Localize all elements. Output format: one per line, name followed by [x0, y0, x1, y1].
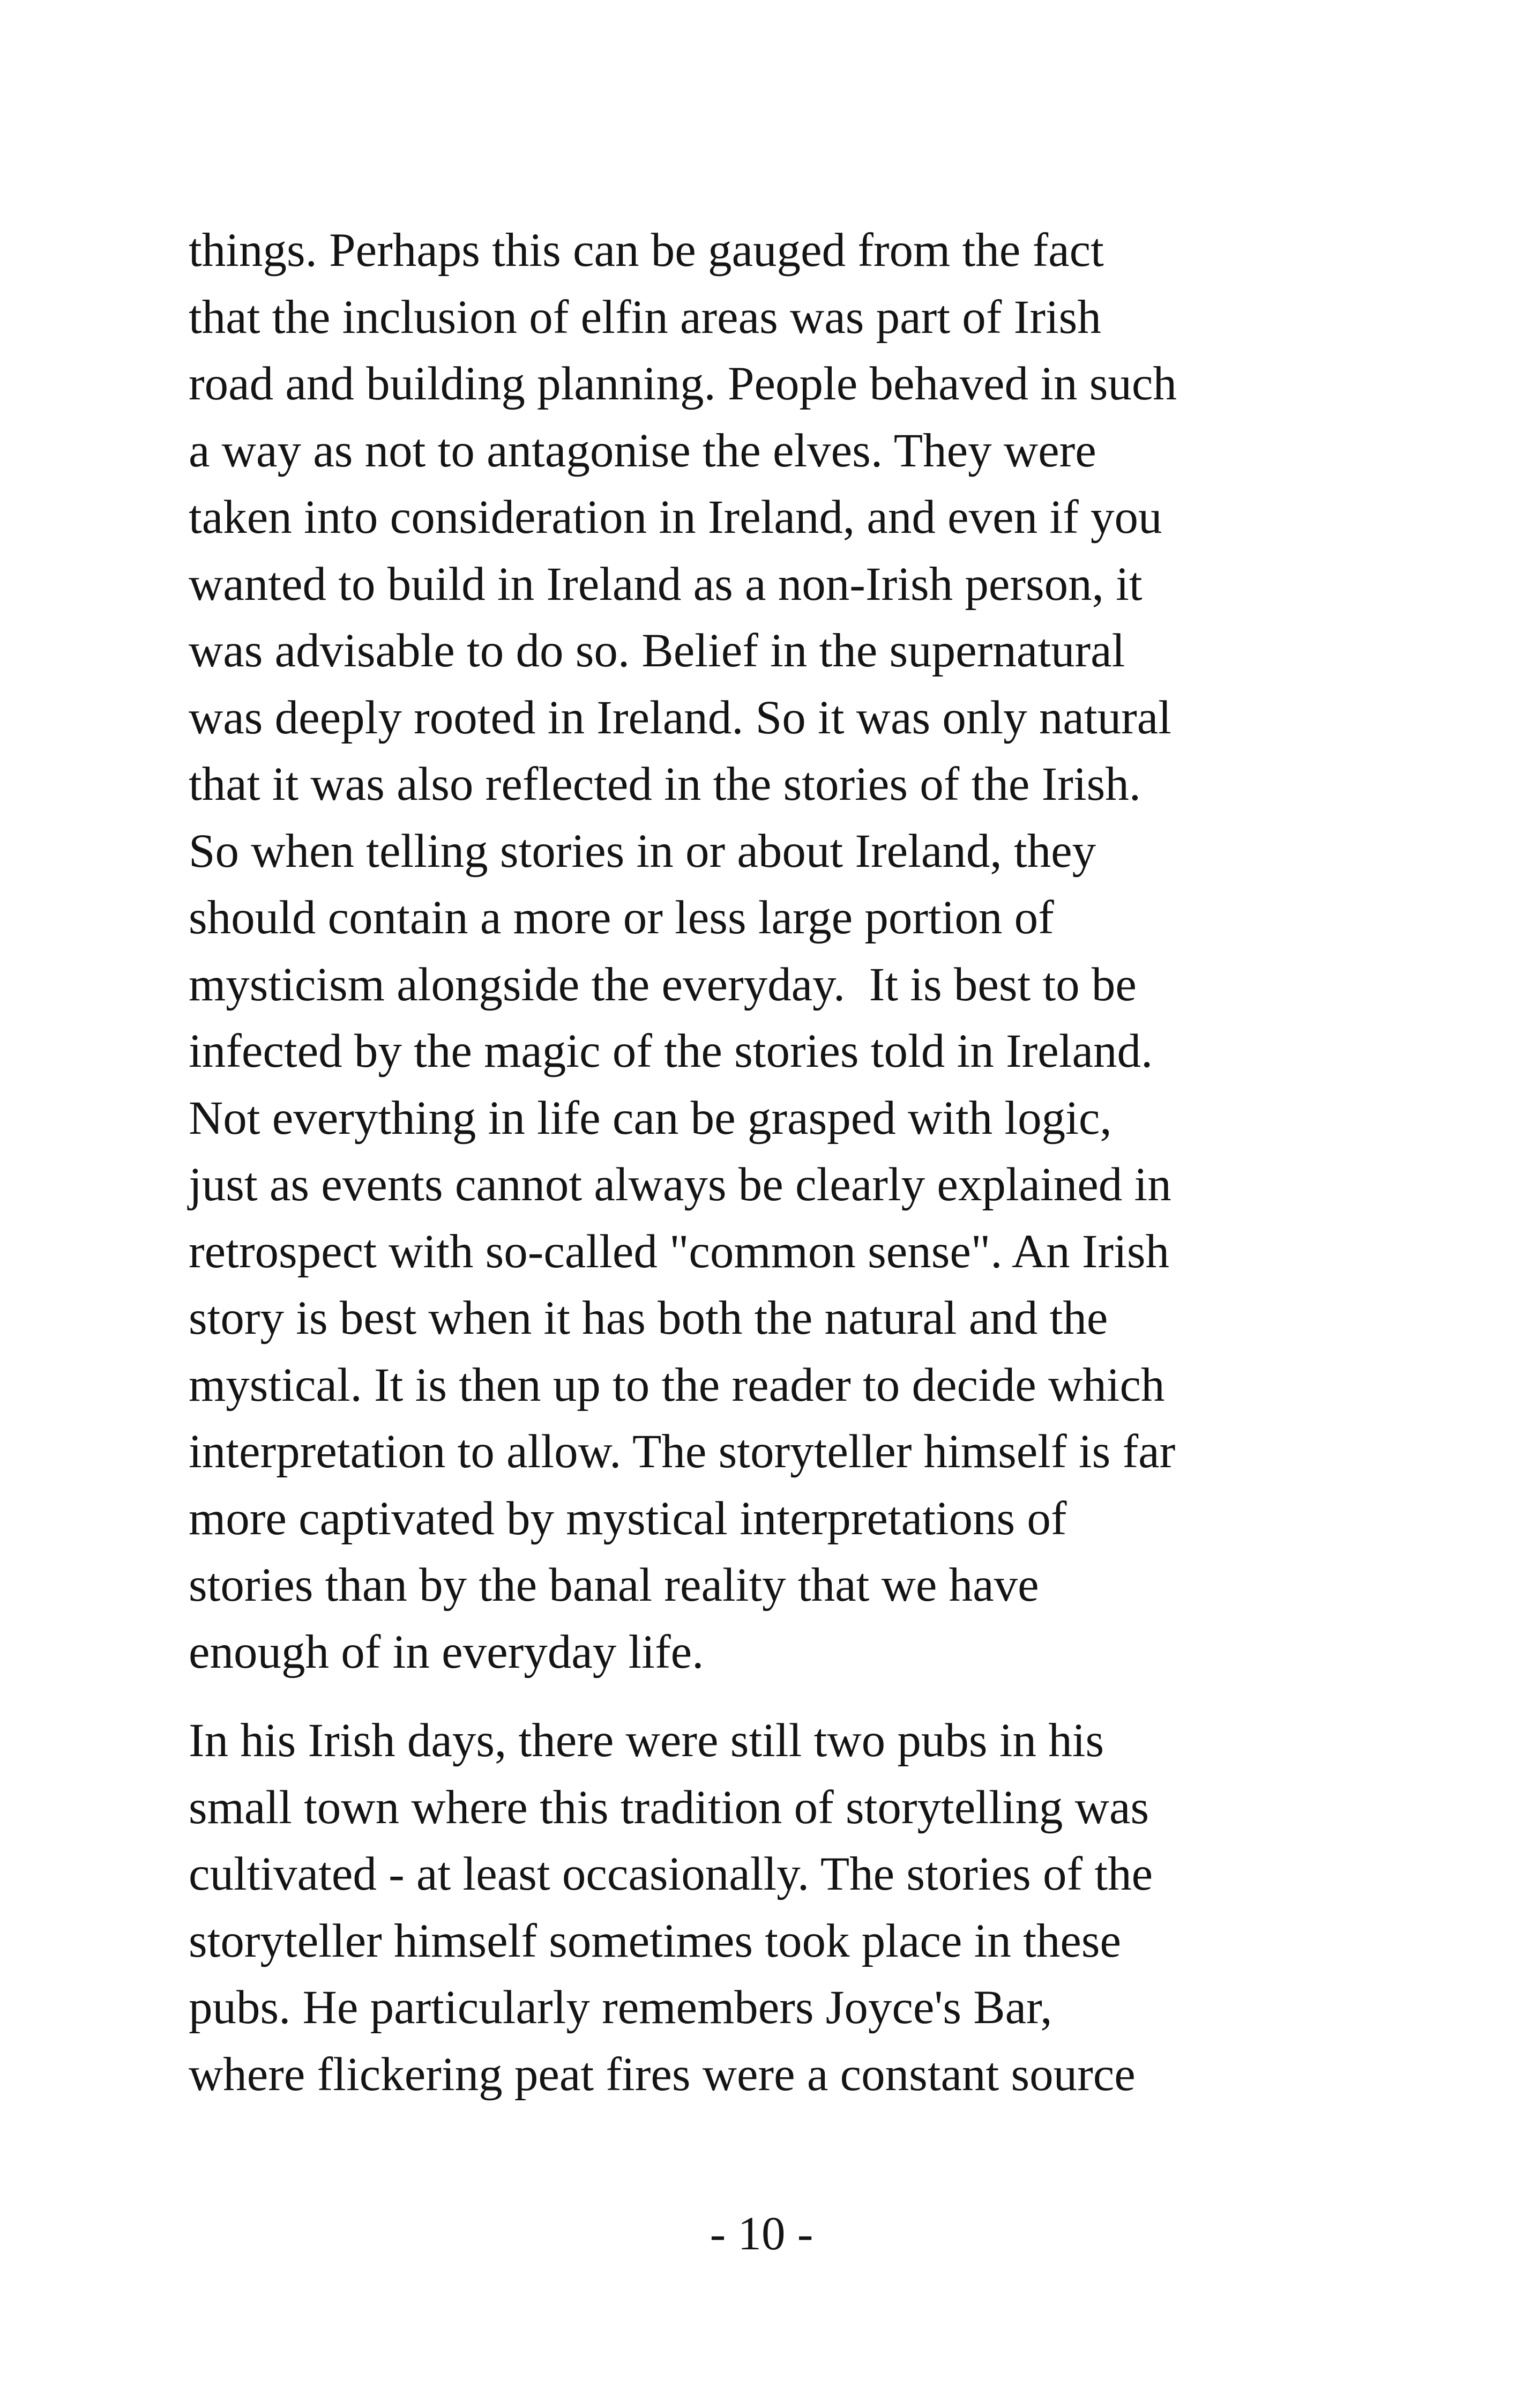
text-line: taken into consideration in Ireland, and even if you — [189, 491, 1162, 544]
paragraph-1 — [189, 217, 1335, 1685]
text-line: mystical. It is then up to the reader to decide which — [189, 1358, 1165, 1411]
text-line: just as events cannot always be clearly explained in — [189, 1158, 1171, 1211]
text-line: things. Perhaps this can be gauged from the fact — [189, 224, 1104, 277]
text-line: mysticism alongside the everyday. It is best to be — [189, 958, 1137, 1011]
text-line: stories than by the banal reality that we have — [189, 1559, 1039, 1611]
text-line: story is best when it has both the natural and the — [189, 1292, 1108, 1344]
text-line: wanted to build in Ireland as a non-Irish person, it — [189, 558, 1143, 611]
text-line: storyteller himself sometimes took place in these — [189, 1914, 1122, 1967]
text-line: Not everything in life can be grasped with logic, — [189, 1091, 1112, 1144]
text-line: In his Irish days, there were still two pubs in his — [189, 1714, 1104, 1767]
text-line: enough of in everyday life. — [189, 1625, 704, 1678]
text-line: infected by the magic of the stories told in Ireland. — [189, 1025, 1153, 1077]
text-line: small town where this tradition of storytelling was — [189, 1781, 1149, 1834]
text-line: cultivated - at least occasionally. The stories of the — [189, 1848, 1153, 1900]
text-line: So when telling stories in or about Ireland, they — [189, 824, 1096, 878]
text-line: interpretation to allow. The storyteller himself is far — [189, 1425, 1176, 1478]
text-line: was advisable to do so. Belief in the supernatural — [189, 625, 1125, 677]
paragraph-2 — [189, 1707, 1335, 2108]
text-line: pubs. He particularly remembers Joyce's Bar, — [189, 1981, 1052, 2034]
text-line: where flickering peat fires were a constant source — [189, 2048, 1136, 2101]
text-line: more captivated by mystical interpretations of — [189, 1492, 1067, 1545]
page-number: - 10 - — [710, 2208, 813, 2260]
text-line: should contain a more or less large portion of — [189, 891, 1054, 944]
text-line: was deeply rooted in Ireland. So it was only natural — [189, 691, 1171, 744]
text-line: road and building planning. People behaved in such — [189, 358, 1177, 410]
text-line: a way as not to antagonise the elves. They were — [189, 424, 1096, 477]
text-line: that the inclusion of elfin areas was part of Irish — [189, 291, 1101, 344]
text-line: that it was also reflected in the stories of the Irish. — [189, 758, 1141, 811]
text-line: retrospect with so-called "common sense". An Irish — [189, 1225, 1169, 1278]
